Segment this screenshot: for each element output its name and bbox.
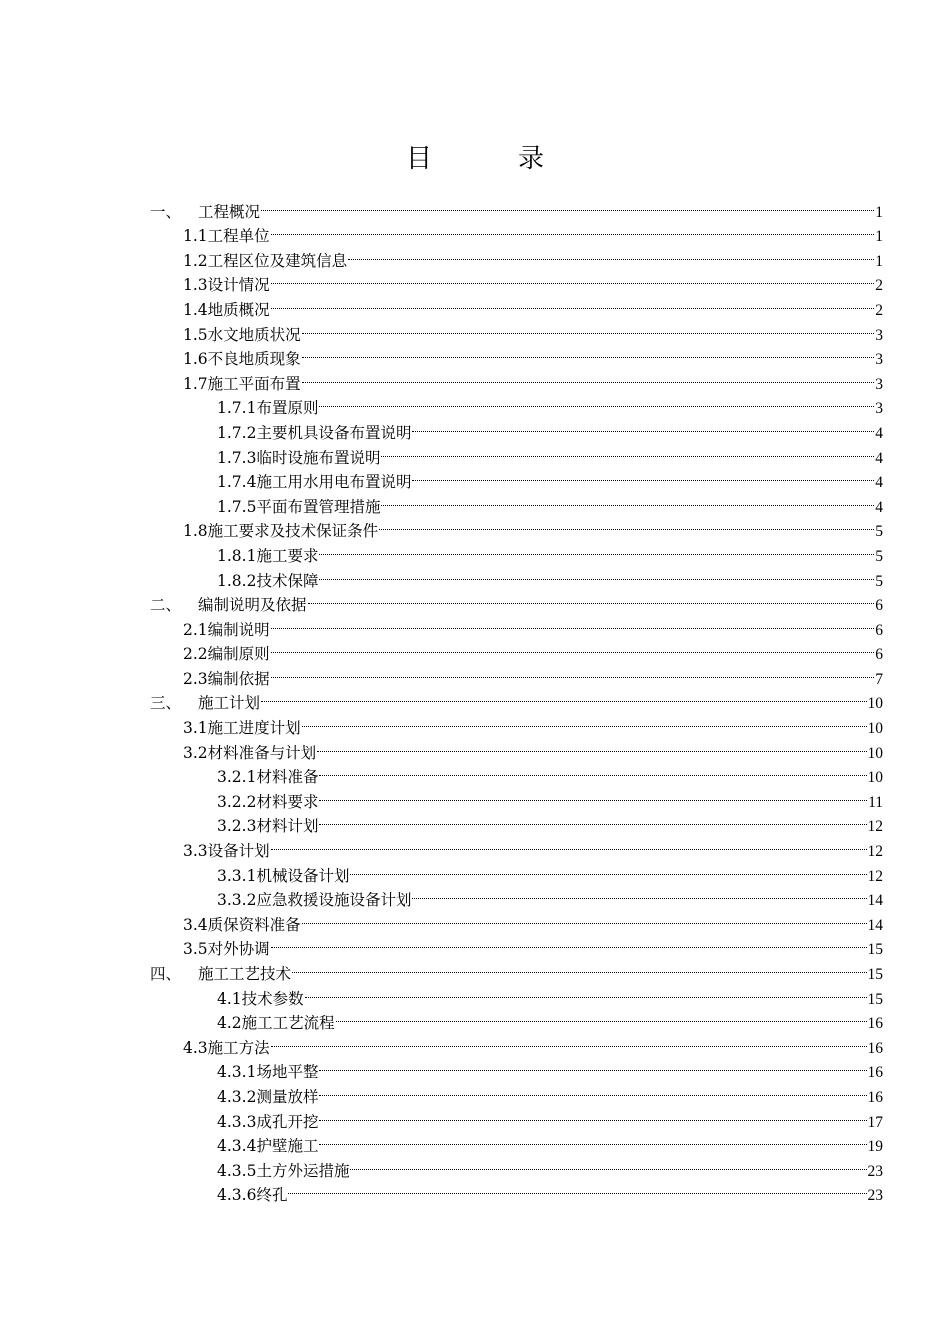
toc-entry-title: 水文地质状况 [207, 325, 301, 344]
dot-leader [271, 1028, 867, 1053]
toc-entry-number: 3.2.1 [217, 768, 257, 787]
dot-leader [412, 881, 866, 906]
toc-entry-page: 10 [867, 695, 883, 713]
dot-leader [302, 708, 867, 733]
toc-entry-page: 16 [867, 1015, 883, 1033]
dot-leader [317, 733, 866, 758]
toc-entry-page: 3 [875, 400, 883, 418]
dot-leader [302, 340, 875, 365]
toc-entry-title: 材料要求 [256, 792, 319, 811]
dot-leader [319, 1053, 866, 1078]
dot-leader [319, 561, 874, 586]
toc-title: 目 录 [405, 144, 574, 174]
dot-leader [302, 364, 875, 389]
toc-entry-title: 临时设施布置说明 [256, 448, 381, 467]
toc-entry-page: 16 [867, 1064, 883, 1082]
toc-entry-page: 15 [867, 966, 883, 983]
toc-entry-number: 1.1 [183, 227, 208, 246]
toc-entry-page: 17 [867, 1113, 883, 1131]
toc-entry-number: 四、 [150, 965, 182, 983]
dot-leader [271, 635, 875, 660]
toc-entry-title: 施工用水用电布置说明 [256, 473, 412, 492]
toc-entry-title: 地质概况 [207, 300, 270, 319]
table-of-contents [150, 192, 883, 1205]
toc-entry-title: 对外协调 [207, 940, 270, 959]
toc-entry-number: 1.8 [183, 522, 208, 541]
dot-leader [319, 536, 874, 561]
toc-entry-number: 4.3.2 [217, 1087, 257, 1106]
dot-leader [271, 266, 875, 291]
toc-entry-page: 5 [875, 547, 883, 565]
toc-entry-page: 16 [867, 1039, 883, 1057]
dot-leader [350, 856, 866, 881]
toc-entry-number: 4.3.4 [217, 1137, 257, 1156]
toc-entry-page: 6 [875, 597, 883, 615]
toc-entry-number: 1.7.2 [217, 423, 257, 442]
toc-entry-title: 主要机具设备布置说明 [256, 423, 412, 442]
dot-leader [379, 512, 874, 537]
toc-entry-title: 护壁施工 [256, 1137, 319, 1156]
toc-entry-number: 4.3.5 [217, 1161, 257, 1180]
toc-entry-title: 工程概况 [198, 202, 261, 221]
toc-entry-page: 10 [867, 744, 883, 762]
toc-entry-page: 7 [875, 670, 883, 688]
toc-entry-number: 1.7.4 [217, 473, 257, 492]
dot-leader [288, 1176, 866, 1201]
toc-entry-title: 材料准备 [256, 768, 319, 787]
dot-leader [271, 290, 875, 315]
toc-entry-title: 场地平整 [256, 1063, 319, 1082]
toc-entry-page: 4 [875, 474, 883, 492]
toc-entry-title: 材料计划 [256, 817, 319, 836]
dot-leader [319, 389, 874, 414]
toc-entry-title: 编制说明及依据 [198, 596, 307, 615]
toc-entry-number: 3.1 [183, 719, 208, 738]
dot-leader [302, 315, 875, 340]
toc-entry-number: 4.3.1 [217, 1063, 257, 1082]
toc-entry-number: 4.3.6 [217, 1186, 257, 1205]
dot-leader [336, 1004, 867, 1029]
toc-entry-number: 1.7.5 [217, 497, 257, 516]
dot-leader [271, 217, 875, 242]
toc-entry-number: 1.2 [183, 251, 208, 270]
toc-entry-page: 19 [867, 1138, 883, 1156]
toc-entry-title: 施工要求及技术保证条件 [207, 522, 379, 541]
toc-entry-title: 技术保障 [256, 571, 319, 590]
toc-entry-page: 1 [875, 252, 883, 270]
toc-entry-number: 1.6 [183, 350, 208, 369]
dot-leader [292, 954, 866, 979]
toc-entry-number: 1.7.3 [217, 448, 257, 467]
toc-entry-title: 施工计划 [198, 694, 261, 713]
toc-entry-number: 3.4 [183, 915, 208, 934]
dot-leader [271, 659, 875, 684]
toc-entry-number: 3.3.2 [217, 891, 257, 910]
toc-entry-number: 4.2 [217, 1014, 242, 1033]
toc-entry-number: 1.8.2 [217, 571, 257, 590]
dot-leader [412, 413, 874, 438]
toc-entry-page: 4 [875, 449, 883, 467]
dot-leader [261, 192, 874, 217]
toc-entry-number: 3.5 [183, 940, 208, 959]
toc-entry-number: 三、 [150, 694, 182, 713]
toc-entry-number: 2.3 [183, 669, 208, 688]
toc-entry-page: 3 [875, 351, 883, 369]
toc-entry-page: 3 [875, 375, 883, 393]
toc-entry-title: 设备计划 [207, 842, 270, 861]
dot-leader [319, 782, 867, 807]
dot-leader [319, 1102, 866, 1127]
toc-entry-number: 1.8.1 [217, 546, 257, 565]
dot-leader [319, 1077, 866, 1102]
toc-entry-number: 2.2 [183, 645, 208, 664]
toc-entry-title: 工程区位及建筑信息 [207, 251, 348, 270]
toc-entry-number: 3.2.2 [217, 792, 257, 811]
toc-entry-page: 4 [875, 424, 883, 442]
toc-entry-page: 14 [867, 892, 883, 910]
dot-leader [412, 463, 874, 488]
toc-entry-number: 1.7.1 [217, 399, 257, 418]
toc-entry-title: 施工工艺流程 [241, 1014, 335, 1033]
toc-entry-title: 机械设备计划 [256, 866, 350, 885]
toc-entry-title: 编制依据 [207, 669, 270, 688]
toc-entry-number: 3.2.3 [217, 817, 257, 836]
toc-entry-title: 材料准备与计划 [207, 743, 317, 762]
dot-leader [319, 807, 866, 832]
dot-leader [319, 1127, 866, 1152]
dot-leader [381, 487, 874, 512]
toc-entry-page: 15 [867, 941, 883, 959]
toc-entry-page: 15 [867, 990, 883, 1008]
toc-entry-title: 设计情况 [207, 276, 270, 295]
toc-entry-title: 终孔 [256, 1186, 288, 1205]
toc-entry-page: 12 [867, 818, 883, 836]
dot-leader [319, 758, 866, 783]
toc-entry-page: 3 [875, 326, 883, 344]
toc-entry-page: 23 [867, 1162, 883, 1180]
toc-entry-number: 4.1 [217, 989, 242, 1008]
dot-leader [261, 684, 866, 709]
dot-leader [305, 979, 867, 1004]
toc-entry-title: 施工进度计划 [207, 719, 301, 738]
toc-entry-number: 一、 [150, 202, 182, 221]
toc-entry-page: 1 [875, 228, 883, 246]
toc-entry-title: 平面布置管理措施 [256, 497, 381, 516]
toc-entry-page: 23 [867, 1187, 883, 1205]
toc-entry-number: 3.3 [183, 842, 208, 861]
toc-entry-number: 3.2 [183, 743, 208, 762]
dot-leader [348, 241, 874, 266]
toc-entry-title: 技术参数 [241, 989, 304, 1008]
toc-entry-page: 12 [867, 867, 883, 885]
toc-entry-title: 施工方法 [207, 1038, 270, 1057]
toc-entry-number: 二、 [150, 596, 182, 615]
toc-entry-page: 5 [875, 523, 883, 541]
toc-entry-page: 16 [867, 1088, 883, 1106]
toc-entry-number: 3.3.1 [217, 866, 257, 885]
toc-entry-title: 质保资料准备 [207, 915, 301, 934]
toc-entry-title: 成孔开挖 [256, 1112, 319, 1131]
toc-entry-page: 4 [875, 498, 883, 516]
toc-entry-page: 1 [875, 203, 883, 221]
toc-entry-title: 不良地质现象 [207, 350, 301, 369]
dot-leader [381, 438, 874, 463]
toc-entry-number: 1.7 [183, 374, 208, 393]
toc-entry-number: 1.3 [183, 276, 208, 295]
toc-entry[interactable] [150, 192, 883, 221]
toc-entry-page: 2 [875, 277, 883, 295]
toc-entry-page: 12 [867, 843, 883, 861]
dot-leader [302, 905, 867, 930]
toc-entry-title: 土方外运措施 [256, 1161, 350, 1180]
toc-entry-title: 编制说明 [207, 620, 270, 639]
toc-entry-title: 编制原则 [207, 645, 270, 664]
dot-leader [271, 610, 875, 635]
toc-entry-page: 14 [867, 916, 883, 934]
toc-entry-number: 1.5 [183, 325, 208, 344]
toc-entry-page: 2 [875, 301, 883, 319]
toc-entry-page: 11 [868, 793, 883, 811]
toc-entry-title: 应急救援设施设备计划 [256, 891, 412, 910]
toc-entry-page: 5 [875, 572, 883, 590]
dot-leader [308, 586, 875, 611]
dot-leader [350, 1151, 866, 1176]
toc-entry-page: 6 [875, 646, 883, 664]
dot-leader [271, 831, 867, 856]
toc-entry-title: 布置原则 [256, 399, 319, 418]
toc-entry-number: 2.1 [183, 620, 208, 639]
toc-entry-number: 4.3 [183, 1038, 208, 1057]
toc-entry-page: 10 [867, 769, 883, 787]
toc-entry-title: 施工工艺技术 [198, 965, 292, 983]
toc-entry-page: 10 [867, 720, 883, 738]
toc-entry-title: 施工平面布置 [207, 374, 301, 393]
toc-entry-number: 1.4 [183, 300, 208, 319]
toc-entry-title: 施工要求 [256, 546, 319, 565]
toc-entry-number: 4.3.3 [217, 1112, 257, 1131]
toc-entry-title: 测量放样 [256, 1087, 319, 1106]
toc-entry-title: 工程单位 [207, 227, 270, 246]
dot-leader [271, 930, 867, 955]
toc-entry-page: 6 [875, 621, 883, 639]
